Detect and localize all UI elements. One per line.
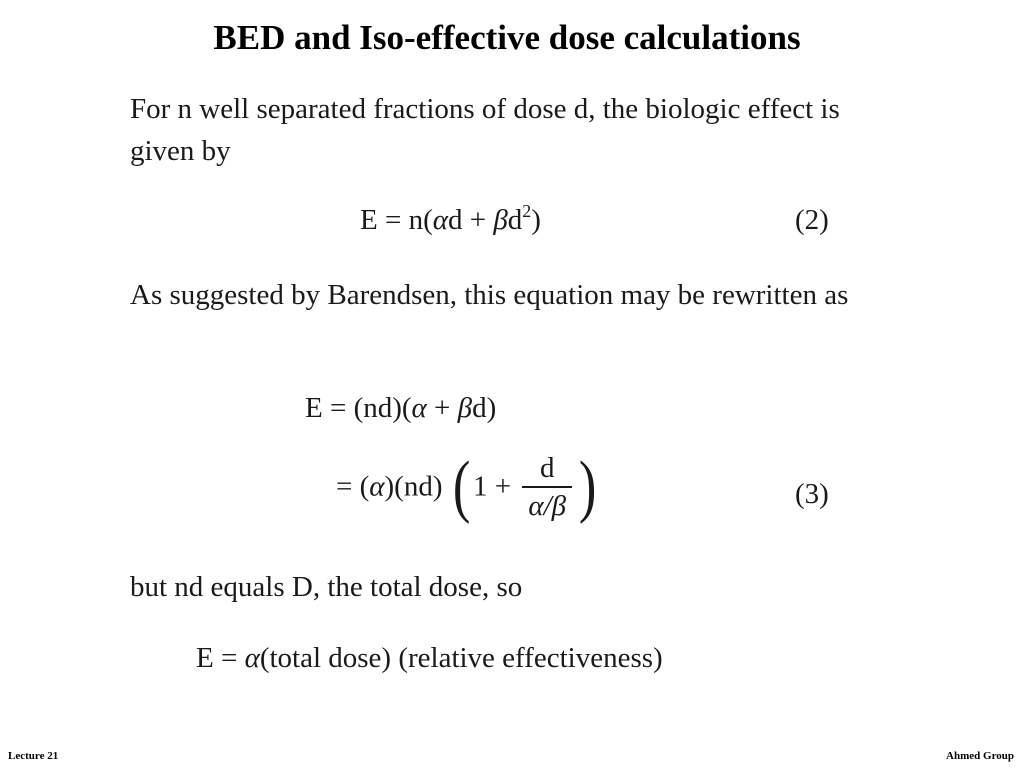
- eq3b-pre: = (: [336, 470, 370, 503]
- eq3a-pre: E = (nd)(: [305, 392, 412, 424]
- eq3b-left-paren: (: [452, 448, 471, 525]
- paragraph-barendsen: As suggested by Barendsen, this equation may be rewritten as: [130, 279, 849, 311]
- eq3a-plus: +: [426, 392, 458, 424]
- eq2-alpha: α: [432, 204, 448, 236]
- equation-3b: [336, 450, 599, 524]
- eq3b-mid: )(nd): [384, 470, 443, 503]
- eq3b-alpha: α: [369, 470, 385, 503]
- footer-lecture-label: Lecture 21: [8, 750, 59, 762]
- eq3a-beta: β: [457, 392, 473, 424]
- fraction-numerator: d: [540, 452, 555, 484]
- equation-3-number: (3): [795, 478, 829, 510]
- eq3b-fraction: [522, 450, 572, 524]
- equation-3a: [305, 392, 496, 425]
- fraction-denominator: α/β: [528, 490, 567, 522]
- eq3b-right-paren: ): [579, 448, 597, 525]
- equation-2-number: (2): [795, 204, 829, 236]
- eq2-mid: d +: [447, 204, 494, 236]
- eq2-close: ): [531, 204, 541, 236]
- paragraph-total-dose: but nd equals D, the total dose, so: [130, 571, 523, 603]
- eq2-d: d: [507, 204, 523, 236]
- eq2-lhs: E = n(: [360, 204, 433, 236]
- paragraph-fractions: For n well separated fractions of dose d, the biologic effect is given by: [130, 93, 840, 167]
- slide-title: BED and Iso-effective dose calculations: [213, 18, 801, 57]
- eq4-pre: E =: [196, 642, 245, 674]
- equation-2: [360, 201, 541, 237]
- footer-group-label: Ahmed Group: [946, 750, 1014, 762]
- eq4-alpha: α: [244, 642, 260, 674]
- eq3a-post: d): [472, 392, 497, 424]
- eq3a-alpha: α: [411, 392, 427, 424]
- eq2-beta: β: [493, 204, 508, 236]
- eq4-post: (total dose) (relative effectiveness): [259, 642, 663, 674]
- equation-4: [196, 642, 663, 675]
- eq2-exponent: 2: [522, 201, 532, 221]
- eq3b-one-plus: 1 +: [473, 470, 512, 503]
